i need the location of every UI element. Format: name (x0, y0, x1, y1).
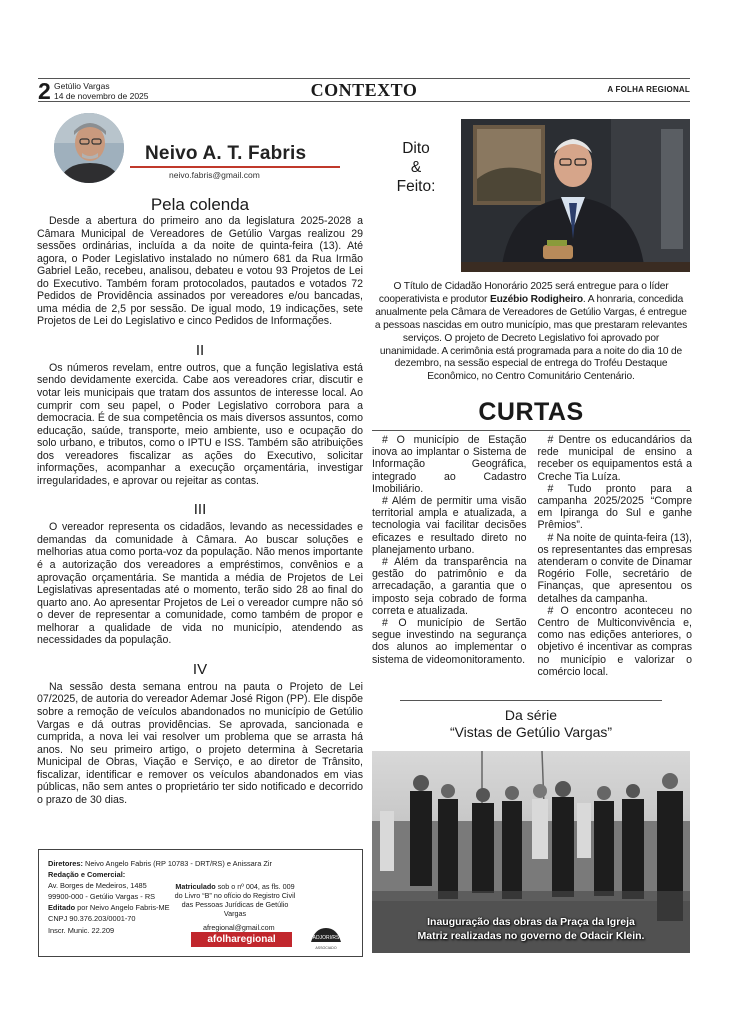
column-body (37, 215, 363, 806)
author-email: neivo.fabris@gmail.com (169, 170, 260, 180)
header-date: 14 de novembro de 2025 (54, 91, 149, 101)
edited-line: Editado por Neivo Angelo Fabris-ME (48, 903, 170, 913)
author-divider (130, 166, 340, 168)
list-item: # O município de Sertão segue investindo na segurança dos alunos ao implementar o sistema de videomonitoramento. (372, 617, 527, 666)
directors-line: Diretores: Neivo Angelo Fabris (RP 10783 - DRT/RS) e Anissara Zir (48, 859, 273, 868)
list-item: # Além da transparência na gestão do patrimônio e da arrecadação, a garantia que o imposto seja cobrado de forma correta e atualizada. (372, 556, 527, 617)
honoree-photo (461, 119, 690, 272)
list-item: # O município de Estação inova ao implantar o Sistema de Informação Geográfica, integrado ao Cadastro Imobiliário. (372, 434, 527, 495)
historic-photo-caption: Inauguração das obras da Praça da Igreja Matriz realizadas no governo de Odacir Klein. (417, 916, 645, 942)
curtas-title: CURTAS (478, 398, 584, 426)
list-item: # O encontro aconteceu no Centro de Multiconvivência e, como nas edições anteriores, o objetivo é incentivar as compras no município e valorizar o comércio local. (537, 604, 692, 678)
paragraph: O vereador representa os cidadãos, levando as necessidades e demandas da comunidade à Câmara. Ao buscar soluções e melhorias atua como porta-voz da população. Não menos importante é a autorização dos vereadores a empréstimos, convênios e a aprovação orçamentária. Se mantida a média de Projetos de Lei Legislativas apresentadas até o momento, terão sido 28 ao final do quarto ano. Ao apresentar Projetos de Lei o vereador cumpre não só o dever de representar a comunidade, como também de propor e melhorar a qualidade de vida no município, atendendo as necessidades da população. (37, 521, 363, 647)
curtas-list (372, 434, 692, 696)
serie-divider (400, 700, 662, 701)
svg-text:ADJORI/RS: ADJORI/RS (312, 935, 340, 941)
serie-title: “Vistas de Getúlio Vargas” (449, 724, 613, 740)
header-city: Getúlio Vargas (54, 81, 110, 91)
author-name: Neivo A. T. Fabris (145, 143, 307, 164)
list-item: # Tudo pronto para a campanha 2025/2025 “Compre em Ipiranga do Sul e ganhe Prêmios”. (537, 482, 692, 532)
photo-caption: O Título de Cidadão Honorário 2025 será entregue para o líder cooperativista e produtor Euzébio Rodigheiro. A honraria, concedida anualmente pela Câmara de Vereadores de Getúlio Vargas, é entregue a pessoas nascidas em outro município, mas que prestaram relevantes serviços. O projeto de Decreto Legislativo foi aprovado por unanimidade. A cerimônia está programada para a noite do dia 10 de dezembro, na sessão especial de entrega do Troféu Destaque Econômico, no Centro Comunitário Centenário. (374, 281, 688, 383)
historic-photo (372, 751, 690, 953)
honoree-name: Euzébio Rodigheiro (489, 293, 583, 305)
section-heading: IV (192, 660, 208, 678)
masthead-box (38, 849, 363, 957)
newspaper-email: afregional@gmail.com (203, 923, 275, 932)
section-heading: III (193, 501, 207, 519)
section-title: CONTEXTO (310, 80, 418, 100)
address-line-2: 99900-000 - Getúlio Vargas - RS (48, 892, 156, 902)
adjori-badge-icon (307, 924, 345, 952)
list-item: # Além de permitir uma visão territorial ampla e atualizada, a tecnologia vai facilitar decisões eficazes e resultado direto no planejamento urbano. (372, 495, 527, 556)
paragraph: Na sessão desta semana entrou na pauta o Projeto de Lei 07/2025, de autoria do vereador Ademar José Rigon (PP). Ele dispõe sobre a remoção de veículos abandonados no município de Getúlio Vargas e dá outras providências. Se aprovada, sancionada e cumprida, a nova lei vai resolver um problema que se arrasta há anos. No seu primeiro artigo, o projeto determina à Secretaria Municipal de Obras, Viação e Serviço, e ao diretor de Trânsito, fiscalizar, identificar e remover os veículos abandonados em vias públicas, não sem antes o proprietário ter sido notificado e decorrido o prazo de 30 dias. (37, 680, 363, 806)
serie-label: Da série (504, 707, 558, 723)
cnpj: CNPJ 90.376.203/0001-70 (48, 914, 136, 924)
dito-feito-label: Dito & Feito: (396, 140, 436, 195)
newspaper-logo: afolharegional (191, 932, 292, 947)
paragraph: Desde a abertura do primeiro ano da legislatura 2025-2028 a Câmara Municipal de Vereadores de Getúlio Vargas realizou 29 sessões ordinárias, incluída a da noite de quinta-feira (13). Até agora, o Poder Legislativo instalado no número 681 da Rua Irmão Gabriel Leão, recebeu, analisou, debateu e votou 93 Projetos de Lei do Executivo. Também foram protocolados, pautados e votados 72 Pedidos de Providência assinados por vereadores e/ou bancadas, uma média de 2,5 por sessão. De igual modo, 19 indicações, sete Projetos de Lei do Legislativo e cinco Pedidos de Informações. (37, 215, 363, 328)
svg-text:ASSOCIADO: ASSOCIADO (315, 946, 337, 950)
paragraph: Os números revelam, entre outros, que a função legislativa está sendo devidamente exercida. Cabe aos vereadores criar, discutir e votar leis municipais que tratam dos assuntos de interesse local. Ao cumprir com seu papel, o Poder Legislativo corrobora para a democracia. É de sua competência os mais diversos assuntos, como educação, saúde, transporte, meio ambiente, uso e ocupação do solo urbano, e tributos, como o IPTU e ISS. Também são atribuições dos vereadores fiscalizar as ações do Executivo, solicitar informações, acompanhar a execução orçamentária, investigar irregularidades, e aprovar ou rejeitar as contas. (37, 361, 363, 487)
author-photo (54, 113, 124, 183)
list-item: # Dentre os educandários da rede municipal de ensino a receber os equipamentos está a Creche Tia Luíza. (537, 434, 692, 483)
page-number: 2 (38, 78, 51, 104)
curtas-divider (372, 430, 690, 431)
page-header (38, 78, 690, 102)
municipal-registration: Inscr. Munic. 22.209 (48, 925, 115, 935)
column-title: Pela colenda (150, 195, 250, 214)
section-heading: II (195, 341, 205, 359)
newspaper-name: A FOLHA REGIONAL (607, 85, 690, 94)
address-line-1: Av. Borges de Medeiros, 1485 (48, 881, 147, 891)
office-label: Redação e Comercial: (48, 870, 126, 880)
registration-note: Matriculado sob o nº 004, as fls. 009 do Livro “B” no ofício do Registro Civil das Pessoas Jurídicas de Getúlio Vargas (174, 882, 296, 918)
list-item: # Na noite de quinta-feira (13), os representantes das empresas atenderam o convite de Dinamar Rogério Folle, secretário de Finanças, que apresentou os detalhes da campanha. (537, 531, 692, 605)
